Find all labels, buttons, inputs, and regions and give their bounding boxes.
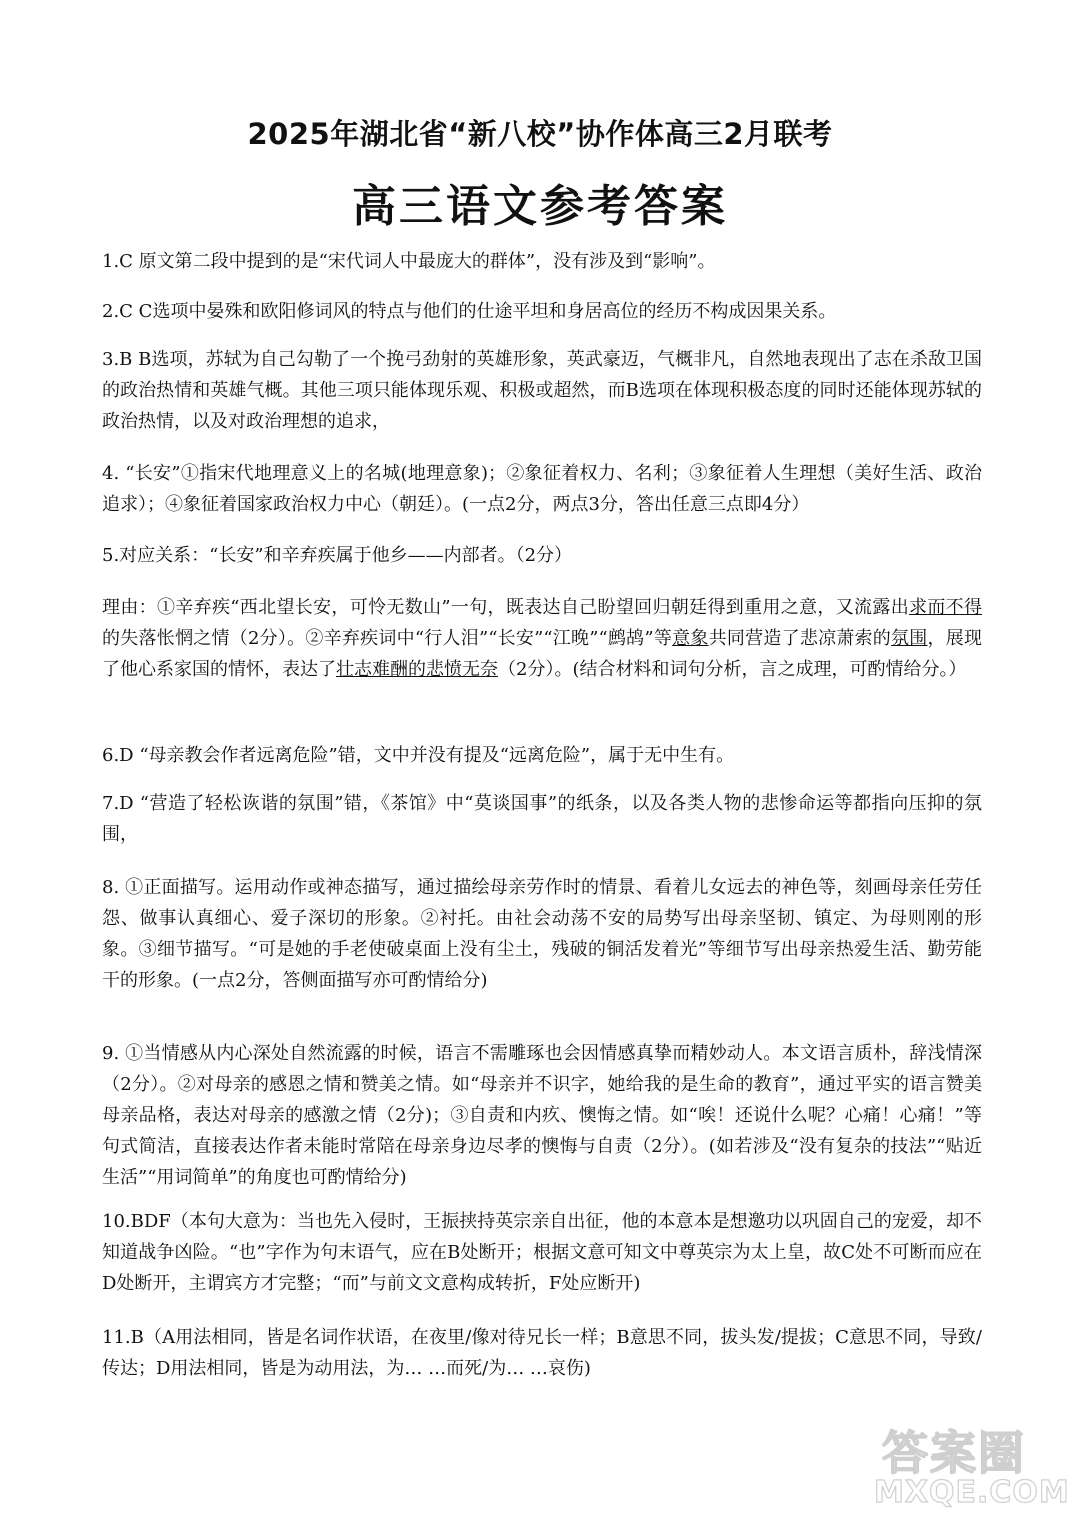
reason-underline-2: 意象	[672, 628, 709, 649]
reason-text-4: ，展现了他心系家国的情怀，表达了	[102, 628, 983, 680]
reason-text-3: 共同营造了悲凉萧索的	[708, 628, 892, 649]
reason-underline-4: 壮志难酬的悲愤无奈	[336, 659, 498, 680]
answer-4: 4. “长安”①指宋代地理意义上的名城(地理意象)；②象征着权力、名利；③象征着人生理想（美好生活、政治追求）；④象征着国家政治权力中心（朝廷）。(一点2分，两点3分，答出任意三点即4分）	[102, 463, 982, 515]
reason-text-2: 的失落怅惘之情（2分）。②辛弃疾词中“行人泪”“长安”“江晚”“鹧鸪”等	[102, 628, 673, 649]
reason-text-5: （2分）。(结合材料和词句分析，言之成理，可酌情给分。）	[498, 659, 967, 680]
answer-6: 6.D “母亲教会作者远离危险”错，文中并没有提及“远离危险”，属于无中生有。	[102, 745, 735, 766]
reason-underline-1: 求而不得	[909, 597, 983, 618]
reason-text-1: 理由：①辛弃疾“西北望长安，可怜无数山”一句，既表达自己盼望回归朝廷得到重用之意，又流露出	[102, 597, 910, 618]
answer-5-reason	[102, 592, 982, 685]
watermark-site: MXQE.COM	[874, 1475, 1070, 1510]
answer-3: 3.B B选项，苏轼为自己勾勒了一个挽弓劲射的英雄形象，英武豪迈，气概非凡，自然地表现出了志在杀敌卫国的政治热情和英雄气概。其他三项只能体现乐观、积极或超然，而B选项在体现积极态度的同时还能体现苏轼的政治热情，以及对政治理想的追求，	[102, 349, 982, 432]
answer-2: 2.C C选项中晏殊和欧阳修词风的特点与他们的仕途平坦和身居高位的经历不构成因果关系。	[102, 301, 837, 322]
answer-10: 10.BDF（本句大意为：当也先入侵时，王振挟持英宗亲自出征，他的本意本是想邀功以巩固自己的宠爱，却不知道战争凶险。“也”字作为句末语气，应在B处断开；根据文意可知文中尊英宗为太上皇，故C处不可断而应在D处断开，主谓宾方才完整；“而”与前文文意构成转折，F处应断开)	[102, 1211, 982, 1294]
reason-underline-3: 氛围	[891, 628, 928, 649]
answer-11: 11.B（A用法相同，皆是名词作状语，在夜里/像对待兄长一样；B意思不同，拔头发/提拔；C意思不同，导致/传达；D用法相同，皆是为动用法，为… …而死/为… …哀伤)	[102, 1327, 982, 1379]
site-watermark	[874, 1417, 1070, 1521]
answer-5: 5.对应关系：“长安”和辛弃疾属于他乡——内部者。（2分）	[102, 545, 573, 566]
document-title: 高三语文参考答案	[352, 181, 728, 232]
answer-7: 7.D “营造了轻松诙谐的氛围”错，《茶馆》中“莫谈国事”的纸条，以及各类人物的悲惨命运等都指向压抑的氛围，	[102, 793, 982, 845]
exam-title: 2025年湖北省“新八校”协作体高三2月联考	[247, 117, 833, 151]
watermark-logo: 答案圈	[882, 1426, 1026, 1480]
answer-8: 8. ①正面描写。运用动作或神态描写，通过描绘母亲劳作时的情景、看着儿女远去的神色等，刻画母亲任劳任怨、做事认真细心、爱子深切的形象。②衬托。由社会动荡不安的局势写出母亲坚韧、镇定、为母则刚的形象。③细节描写。“可是她的手老使破桌面上没有尘土，残破的铜活发着光”等细节写出母亲热爱生活、勤劳能干的形象。(一点2分，答侧面描写亦可酌情给分)	[102, 877, 982, 991]
answer-9: 9. ①当情感从内心深处自然流露的时候，语言不需雕琢也会因情感真挚而精妙动人。本文语言质朴，辞浅情深（2分）。②对母亲的感恩之情和赞美之情。如“母亲并不识字，她给我的是生命的教育”，通过平实的语言赞美母亲品格，表达对母亲的感激之情（2分)；③自责和内疚、懊悔之情。如“唉！还说什么呢？心痛！心痛！”等句式简洁，直接表达作者未能时常陪在母亲身边尽孝的懊悔与自责（2分）。(如若涉及“没有复杂的技法”“贴近生活”“用词简单”的角度也可酌情给分)	[102, 1043, 982, 1188]
answer-1: 1.C 原文第二段中提到的是“宋代词人中最庞大的群体”，没有涉及到“影响”。	[102, 251, 716, 272]
